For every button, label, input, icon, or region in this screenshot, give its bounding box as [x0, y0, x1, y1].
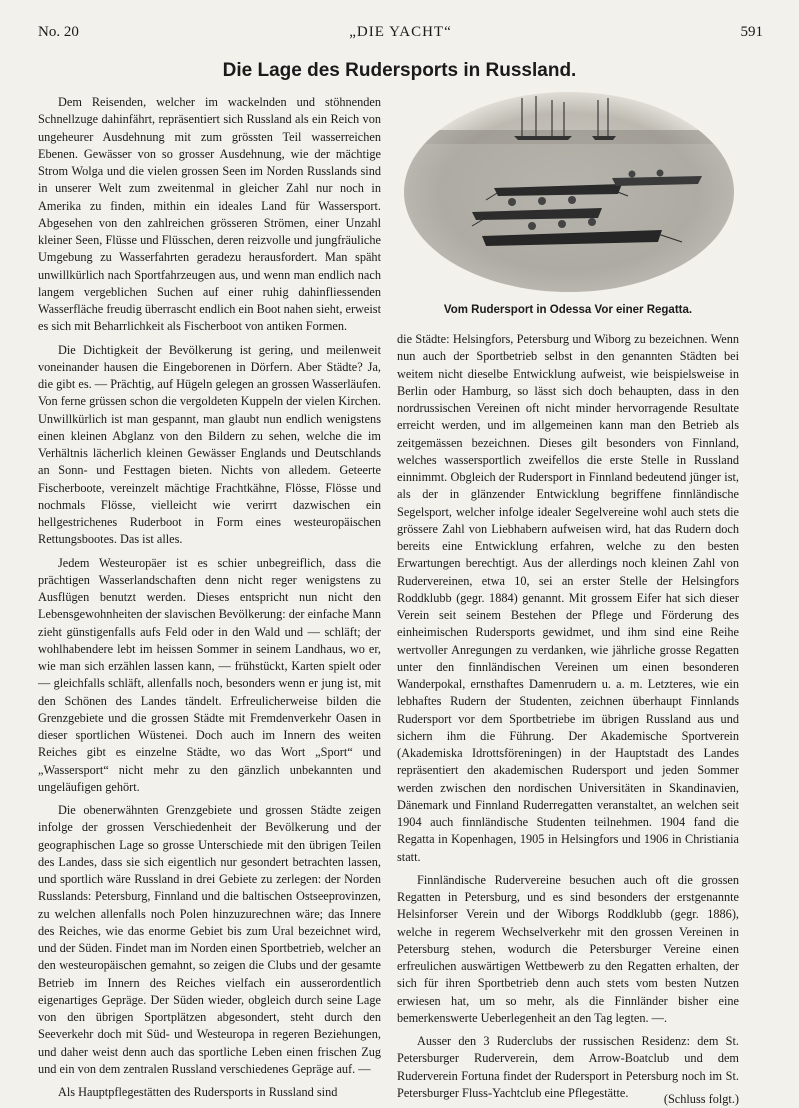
page-number: 591	[740, 24, 763, 40]
paragraph: Dem Reisenden, welcher im wackelnden und stöhnenden Schnellzuge dahinfährt, repräsentiert sich Russland als ein Reich von ungeheurer Ausdehnung mit zum grössten Teil wasserreichen Ebenen. Gewässer von so grosser Ausdehnung, wie der mächtige Strom Wolga und die vielen grossen Seen im Norden Russlands sind in unserer Welt zum zweitenmal in gleicher Zahl nur noch in Amerika zu finden, mithin ein ideales Land für Wassersport. Abgesehen von den zahlreichen grösseren Strömen, einer Unzahl kleiner Seen, Flüsse und Flüsschen, deren reizvolle und jungfräuliche Umgebung zu Wasserfahrten geradezu herausfordert. Man späht unwillkürlich nach Sportfahrzeugen aus, und wenn man endlich nach langem vergeblichen Suchen auf einer ruhig dahinfliessenden Wasserfläche freudig überrascht endlich ein Boot nahen sieht, erweist es sich mit Beharrlichkeit als Fischerboot von antiken Formen.	[38, 95, 381, 334]
figure-caption: Vom Rudersport in Odessa Vor einer Regatta.	[443, 304, 693, 316]
issue-number: No. 20	[38, 24, 79, 40]
paragraph: Als Hauptpflegestätten des Rudersports in Russland sind	[58, 1085, 338, 1099]
paragraph: Die Dichtigkeit der Bevölkerung ist gering, und meilenweit voneinander hausen die Eingeborenen in Dörfern. Aber Städte? Ja, die gibt es. — Prächtig, auf Hügeln gelegen an grossen Wasserläufen. Von ferne grüssen schon die vergoldeten Kuppeln der vielen Kirchen. Unwillkürlich ist man gespannt, man glaubt nun endlich wenigstens einen kleinen Abglanz von den Bildern zu sehen, welche die im Verhältnis lächerlich kleinen Gewässer Englands und Deutschlands an Sonn- und Festtagen bieten. Nichts von alledem. Geteerte Fischerboote, vereinzelt mächtige Frachtkähne, Flösse, Flösse und nochmals Flösse, vielleicht wie verirrt dazwischen ein hellgestrichenes Ruderboot in Form eines westeuropäischen Rettungsbootes. Das ist alles.	[38, 342, 381, 547]
regatta-photo	[402, 90, 736, 294]
journal-title: „DIE YACHT“	[349, 24, 452, 40]
paragraph: Finnländische Rudervereine besuchen auch oft die grossen Regatten in Petersburg, und es sind besonders der erstgenannte Helsinforser Verein und der Wiborgs Roddklubb (gegr. 1886), welche in regerem Wechselverkehr mit den grossen Vereinen in Petersburg stehen, wodurch die Petersburger Vereine einen erfreulichen auswärtigen Wettbewerb zu den Regatten erhalten, der sich für ihren Sportbetrieb denn auch stets vom besten Nutzen erwiesen hat, um so mehr, als die Finnländer bisher eine bemerkenswerte Ueberlegenheit an den Tag legten. —.	[397, 872, 739, 1025]
page-header	[38, 24, 763, 46]
paragraph: Jedem Westeuropäer ist es schier unbegreiflich, dass die prächtigen Wasserlandschaften denn nicht reger wenigstens zu Ausflügen benutzt werden. Dieses entspricht nun nicht den Lebensgewohnheiten der slavischen Bevölkerung: der einfache Mann zieht günstigenfalls aufs Feld oder in den Wald und — schläft; der wohlhabendere lebt im heissen Sommer in seinem Landhaus, wo er, wie man sich erzählen lassen kann, — frühstückt, Karten spielt oder — gleichfalls schläft, allenfalls noch, besonders wenn er jung ist, mit den Schönen des Landes tändelt. Erfreulicherweise bilden die Grenzgebiete und die grossen Städte mit Fremdenverkehr Oasen in dieser sportlichen Wüstenei. Doch auch im Innern des weiten Reiches gibt es einzelne Städte, wo das Wort „Sport“ und „Wassersport“ nicht mehr zu den gänzlich unbekannten und ungeläufigen gehört.	[38, 555, 381, 794]
paragraph: Ausser den 3 Ruderclubs der russischen Residenz: dem St. Petersburger Ruderverein, dem Arrow-Boatclub und dem Ruderverein Fortuna findet der Rudersport in Petersburg noch im St. Petersburger Fluss-Yachtclub eine Pflegestätte.	[397, 1034, 739, 1100]
closing-note: (Schluss folgt.)	[663, 1092, 739, 1106]
paragraph: die Städte: Helsingfors, Petersburg und Wiborg zu bezeichnen. Wenn nun auch der Sportbetrieb selbst in den genannten Städten bei weitem nicht dieselbe Entwicklung aufweist, wie beispielsweise in Berlin oder Hamburg, so lässt sich doch behaupten, dass in den nordrussischen Vereinen oft nicht minder hervorragende Resultate erreicht werden, und im allgemeinen kann man den Betrieb als zeitgemässen bezeichnen. Dieses gilt besonders von Finnland, welches wassersportlich zweifellos die erste Stelle in Russland einnimmt. Obgleich der Rudersport in Finnland bedeutend jünger ist, als der in glänzender Entwicklung begriffene finnländische Segelsport, welcher infolge idealer Segelvereine wohl auch stets die grössere Zahl von Liebhabern aufweisen wird, hat das Rudern doch bereits eine Entwicklung erfahren, welche zu den besten Erwartungen berechtigt. Aus der allerdings noch kleinen Zahl von Rudervereinen, etwa 10, sei an erster Stelle der Helsingfors Roddklubb (gegr. 1884) genannt. Mit grossem Eifer hat sich dieser Verein seit seinem Bestehen der Pflege und Förderung des einheimischen Rudersports gewidmet, und ihm sind eine Reihe wertvoller Anregungen zu verdanken, wie jährliche grosse Regatten unter den finnländischen Vereinen um einen besonderen Wanderpokal, ernsthaftes Damenrudern u. a. m. Letzteres, wie ein lebhaftes Rudern der Studenten, zeichnen überhaupt Finnlands Rudersport vor dem Sportbetriebe im übrigen Russland aus und sichern ihm die Führung. Der Akademische Sportverein (Akademiska Idrottsföreningen) in der Hauptstadt des Landes repräsentiert den akademischen Rudersport und jeden Sommer werden zwischen den nordischen Universitäten in Skandinavien, Dänemark und Finnland Ruderregatten veranstaltet, an welchen seit 1904 auch finnländische Studenten teilnehmen. 1904 fand die Regatta in Kopenhagen, 1905 in Helsingfors und 1906 in Christiania statt.	[397, 332, 739, 864]
paragraph: Die obenerwähnten Grenzgebiete und grossen Städte zeigen infolge der grossen Verschiedenheit der Bevölkerung und der geographischen Lage so grosse Unterschiede mit den übrigen Teilen des Landes, dass sie sich eigentlich nur gesondert betrachten lassen, und sportlich wäre Russland in drei Gebiete zu zerlegen: der Norden Russlands: Petersburg, Finnland und die baltischen Ostseeprovinzen, zu welchen allenfalls noch Polen hinzuzurechnen wäre; das Innere des Reiches, wie das enorme Gebiet bis zum Ural bezeichnet wird, und der Süden. Findet man im Norden einen Sportbetrieb, welcher an den westeuropäischen gemahnt, so zeigen die Clubs und der gesamte Betrieb im Innern des Reiches vielfach ein ausserordentlich eigenartiges Gepräge. Der Süden wieder, obgleich durch seine Lage von den übrigen Sportplätzen abgesondert, steht durch den Seeverkehr doch mit Süd- und Westeuropa in regeren Beziehungen, und daher weist denn auch das sportliche Leben einen frischen Zug und ein von dem zentralen Russland verschiedenes Gepräge auf. —	[38, 803, 381, 1076]
left-column	[38, 94, 381, 1099]
right-column	[397, 331, 739, 1106]
article-title: Die Lage des Rudersports in Russland.	[222, 60, 577, 81]
